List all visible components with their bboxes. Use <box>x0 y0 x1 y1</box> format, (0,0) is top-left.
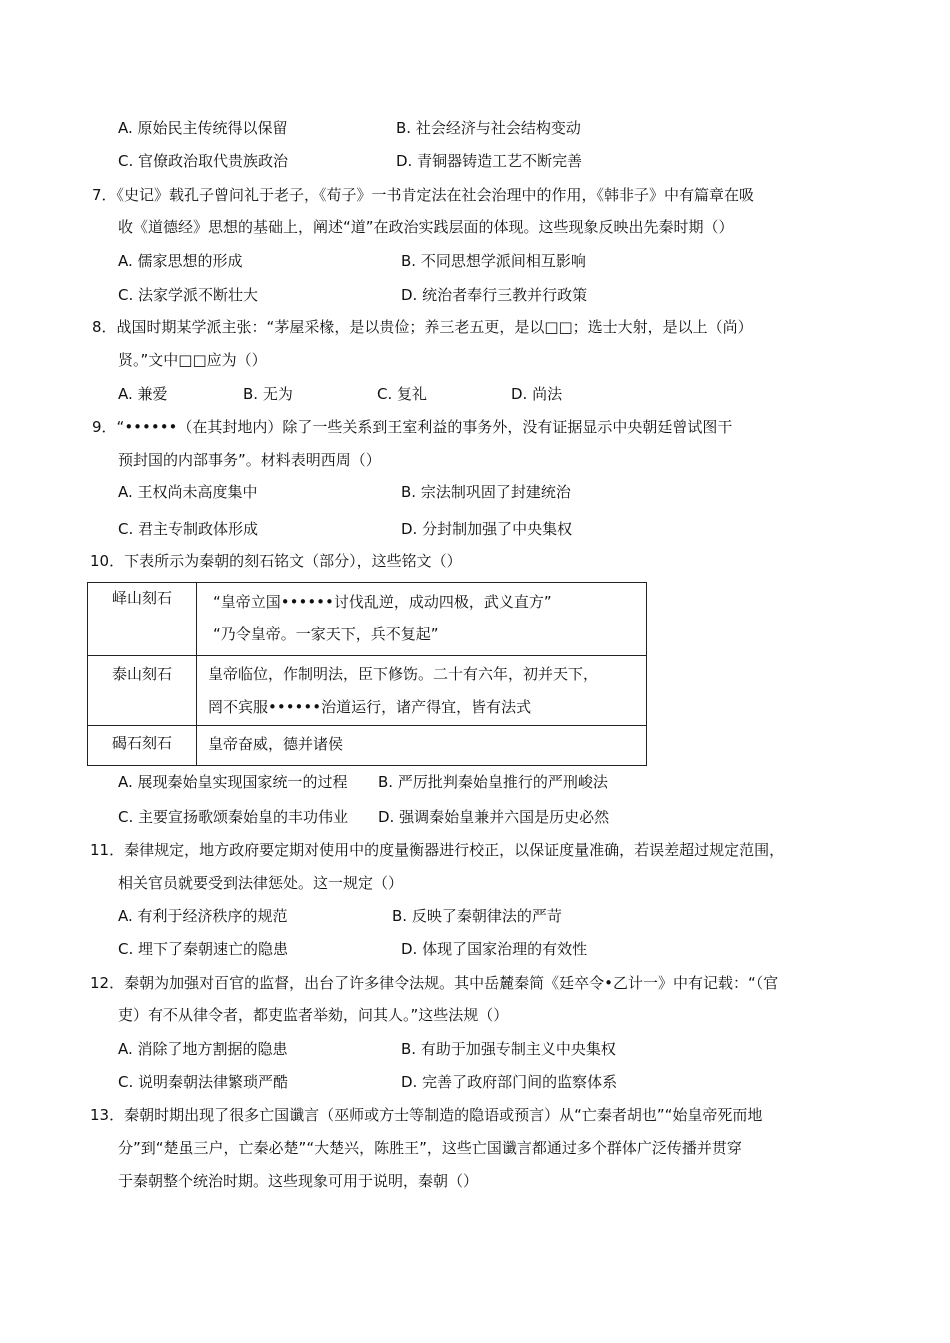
q13-stem-line-1: 13．秦朝时期出现了很多亡国谶言（巫师或方士等制造的隐语或预言）从“亡秦者胡也”“始皇帝死而地 <box>90 1106 763 1124</box>
table-cell-name: 泰山刻石 <box>88 656 197 726</box>
q8-option-b: B. 无为 <box>243 385 293 403</box>
q11-option-d: D. 体现了国家治理的有效性 <box>401 940 588 958</box>
q7-stem-line-1: 7．《史记》载孔子曾问礼于老子，《荀子》一书肯定法在社会治理中的作用，《韩非子》中有篇章在吸 <box>92 186 755 204</box>
q10-option-a: A. 展现秦始皇实现国家统一的过程 <box>118 773 348 791</box>
q7-option-d: D. 统治者奉行三教并行政策 <box>401 286 588 304</box>
q7-option-c: C. 法家学派不断壮大 <box>118 286 259 304</box>
table-cell-name: 峄山刻石 <box>88 583 197 656</box>
q9-stem-line-1: 9．“••••••（在其封地内）除了一些关系到王室利益的事务外，没有证据显示中央朝廷曾试图干 <box>92 418 733 436</box>
q12-stem-line-2: 吏）有不从律令者，都吏监者举劾，问其人。”这些法规（） <box>118 1006 509 1024</box>
q7-option-a: A. 儒家思想的形成 <box>118 252 243 270</box>
q8-option-d: D. 尚法 <box>511 385 563 403</box>
q9-option-b: B. 宗法制巩固了封建统治 <box>401 483 571 501</box>
q11-option-a: A. 有利于经济秩序的规范 <box>118 907 288 925</box>
q11-option-c: C. 埋下了秦朝速亡的隐患 <box>118 940 289 958</box>
q7-option-b: B. 不同思想学派间相互影响 <box>401 252 586 270</box>
q12-option-c: C. 说明秦朝法律繁琐严酷 <box>118 1073 289 1091</box>
q9-stem-line-2: 预封国的内部事务”。材料表明西周（） <box>118 451 381 469</box>
q8-stem-line-1: 8．战国时期某学派主张：“茅屋采椽，是以贵俭；养三老五更，是以□□；选士大射，是以上（尚） <box>92 318 753 336</box>
table-cell-text: 皇帝奋威，德并诸侯 <box>197 726 647 766</box>
q8-option-a: A. 兼爱 <box>118 385 168 403</box>
q9-option-a: A. 王权尚未高度集中 <box>118 483 258 501</box>
q10-option-b: B. 严厉批判秦始皇推行的严刑峻法 <box>378 773 608 791</box>
table-cell-text: “皇帝立国••••••讨伐乱逆，成动四极，武义直方” “乃令皇帝。一家天下，兵不复起” <box>197 583 647 656</box>
table-row <box>88 656 647 726</box>
q12-stem-line-1: 12．秦朝为加强对百官的监督，出台了许多律令法规。其中岳麓秦简《廷卒令•乙计一》中有记载：“（官 <box>90 974 779 992</box>
q10-stem-line: 10．下表所示为秦朝的刻石铭文（部分），这些铭文（） <box>90 552 462 570</box>
q13-stem-line-3: 于秦朝整个统治时期。这些现象可用于说明，秦朝（） <box>118 1172 479 1190</box>
q7-stem-line-2: 收《道德经》思想的基础上，阐述“道”在政治实践层面的体现。这些现象反映出先秦时期（） <box>118 218 734 236</box>
q13-stem-line-2: 分”到“楚虽三户，亡秦必楚”“大楚兴，陈胜王”，这些亡国谶言都通过多个群体广泛传播并贯穿 <box>118 1139 742 1157</box>
q11-option-b: B. 反映了秦朝律法的严苛 <box>392 907 562 925</box>
q6-option-b: B. 社会经济与社会结构变动 <box>396 119 581 137</box>
q8-option-c: C. 复礼 <box>377 385 428 403</box>
inscription-table <box>87 582 647 766</box>
table-row <box>88 583 647 656</box>
q12-option-b: B. 有助于加强专制主义中央集权 <box>401 1040 616 1058</box>
table-cell-text: 皇帝临位，作制明法，臣下修饬。二十有六年，初并天下， 罔不宾服••••••治道运行，诸产得宜，皆有法式 <box>197 656 647 726</box>
q8-stem-line-2: 贤。”文中□□应为（） <box>118 351 267 369</box>
q12-option-a: A. 消除了地方割据的隐患 <box>118 1040 288 1058</box>
q6-option-d: D. 青铜器铸造工艺不断完善 <box>396 152 583 170</box>
q9-option-d: D. 分封制加强了中央集权 <box>401 520 573 538</box>
q6-option-a: A. 原始民主传统得以保留 <box>118 119 288 137</box>
q9-option-c: C. 君主专制政体形成 <box>118 520 259 538</box>
q11-stem-line-2: 相关官员就要受到法律惩处。这一规定（） <box>118 874 404 892</box>
q11-stem-line-1: 11．秦律规定，地方政府要定期对使用中的度量衡器进行校正，以保证度量准确，若误差超过规定范围， <box>90 841 785 859</box>
q6-option-c: C. 官僚政治取代贵族政治 <box>118 152 289 170</box>
q12-option-d: D. 完善了政府部门间的监察体系 <box>401 1073 618 1091</box>
table-row <box>88 726 647 766</box>
q10-option-c: C. 主要宣扬歌颂秦始皇的丰功伟业 <box>118 808 349 826</box>
table-cell-name: 碣石刻石 <box>88 726 197 766</box>
q10-option-d: D. 强调秦始皇兼并六国是历史必然 <box>378 808 610 826</box>
